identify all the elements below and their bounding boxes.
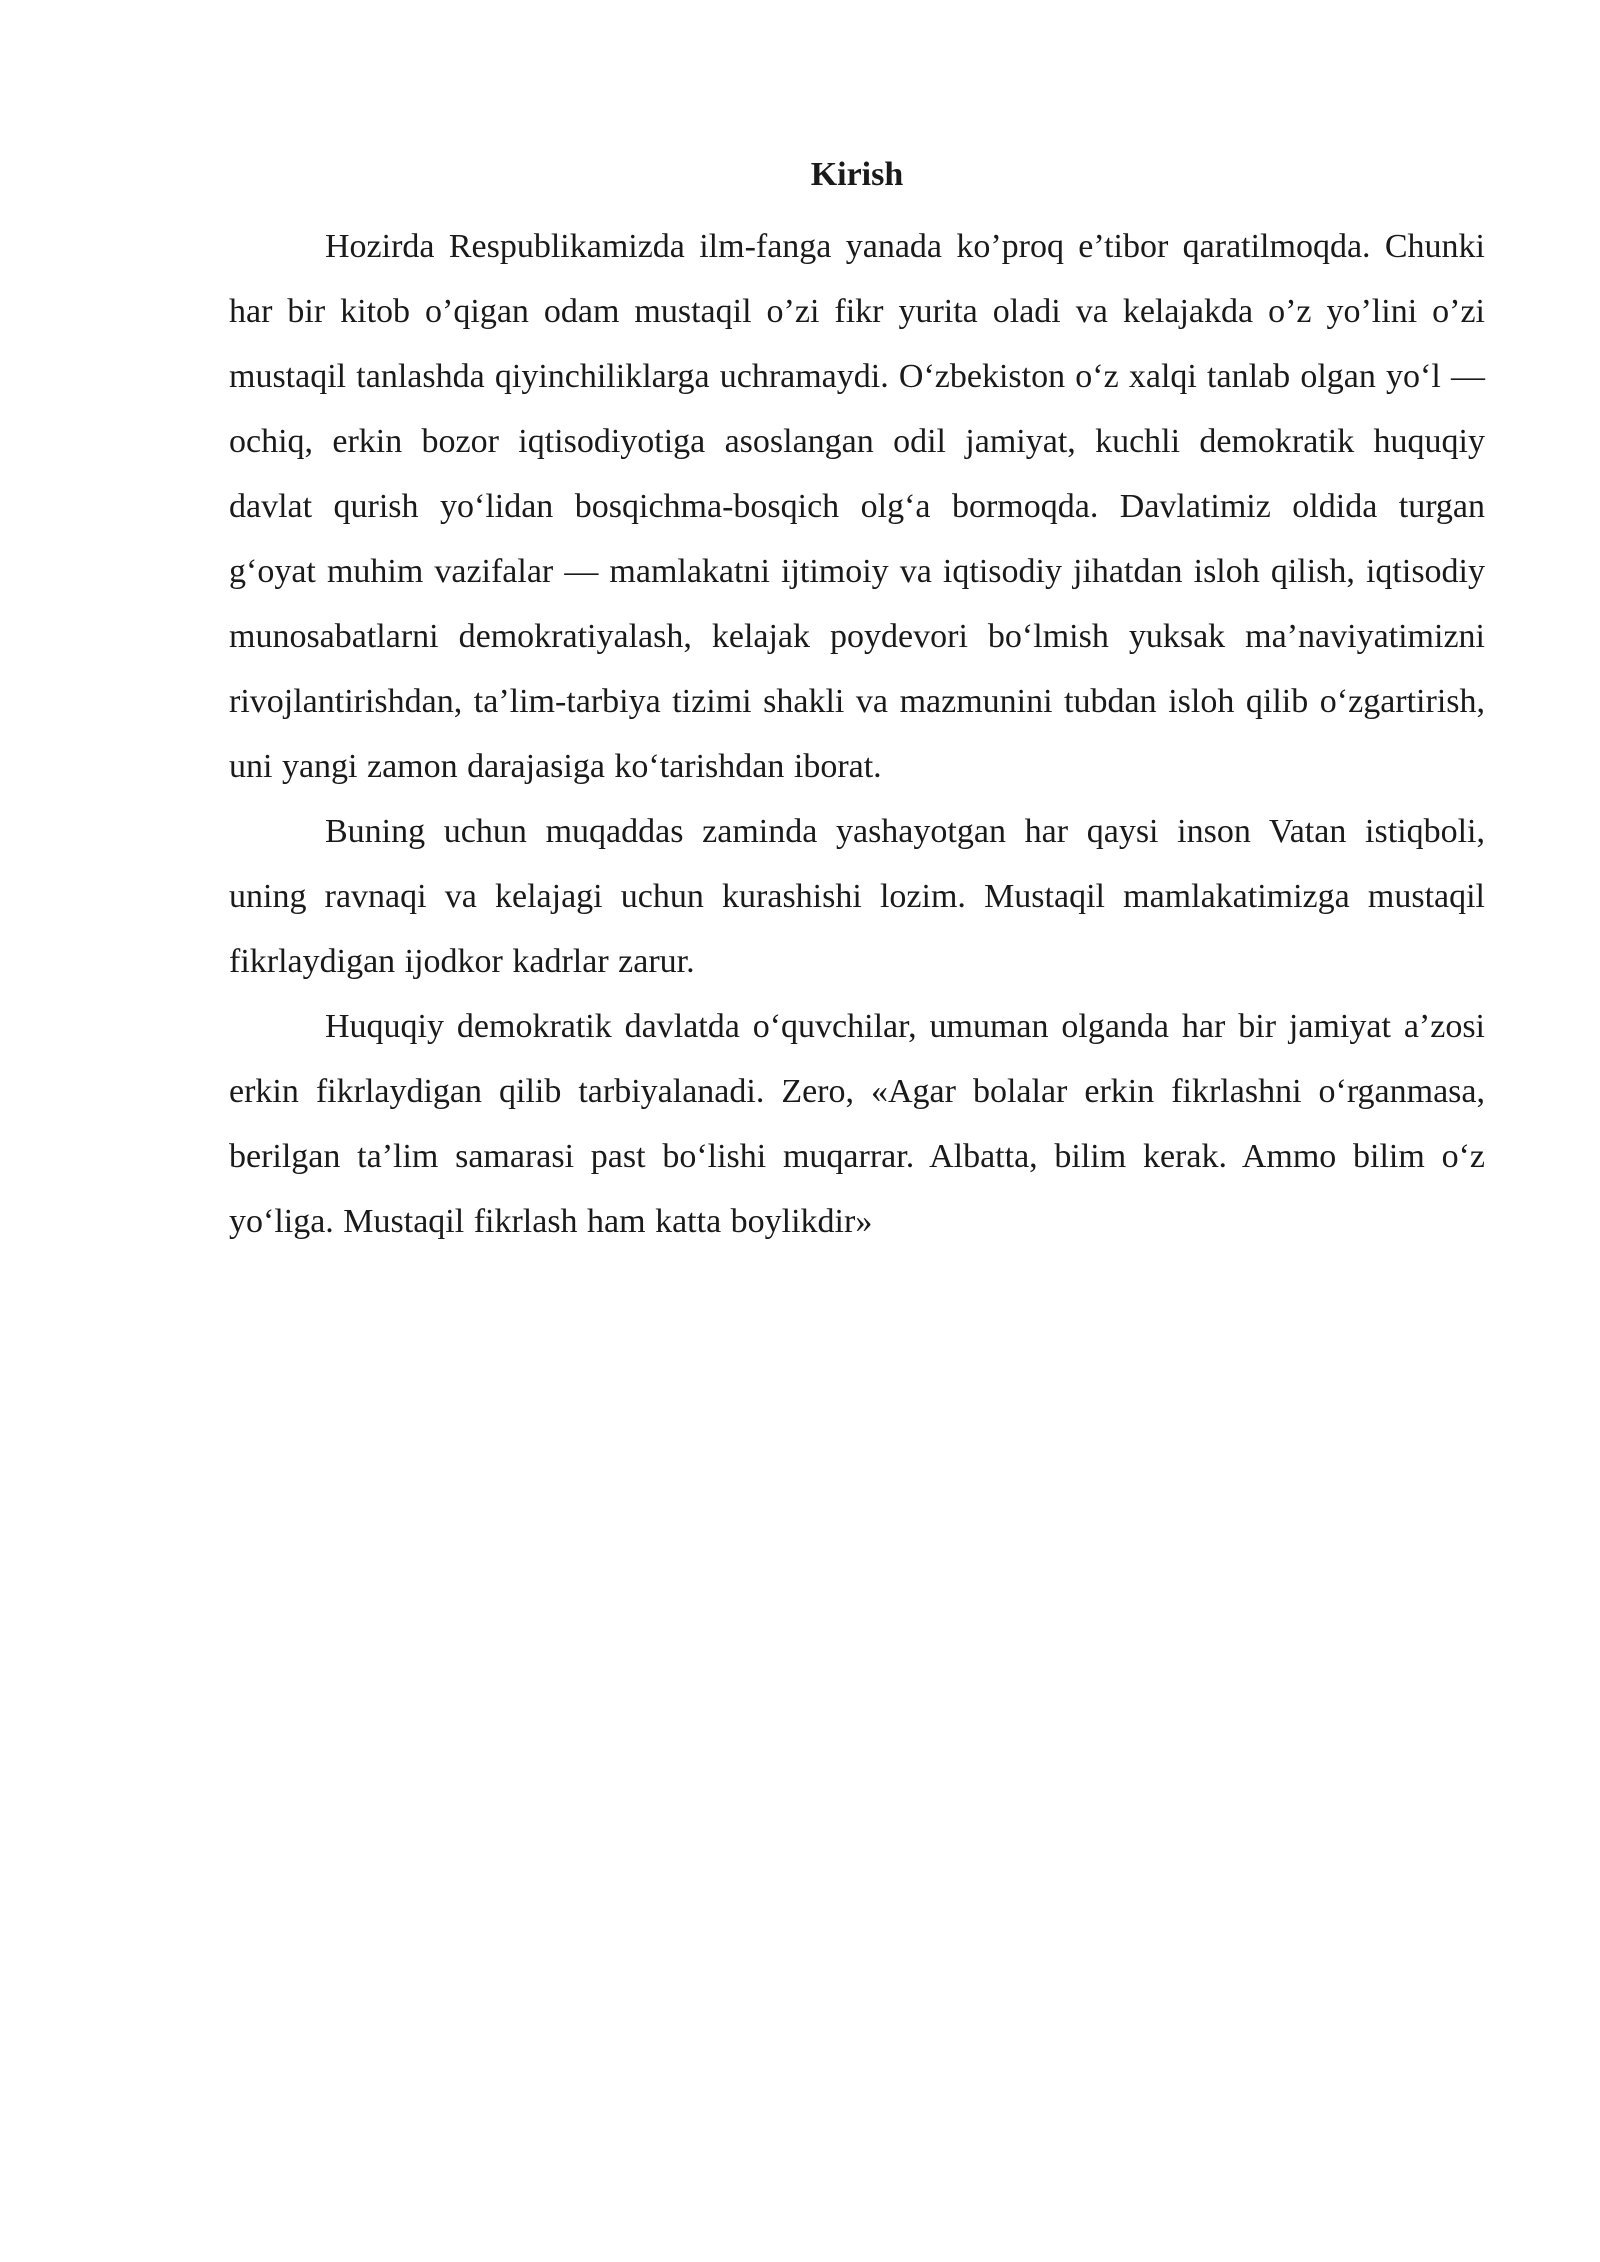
document-title: Kirish: [810, 156, 904, 193]
paragraph-3: Huquqiy demokratik davlatda o‘quvchilar, umuman olganda har bir jamiyat a’zosi erkin fikrlaydigan qilib tarbiyalanadi. Zero, «Agar bolalar erkin fikrlashni o‘rganmasa, berilgan ta’lim samarasi past bo‘lishi muqarrar. Albatta, bilim kerak. Ammo bilim o‘z yo‘liga. Mustaqil fikrlash ham katta boylikdir»: [229, 1008, 1485, 1240]
document-page: [229, 150, 1485, 1254]
paragraph-1: Hozirda Respublikamizda ilm-fanga yanada ko’proq e’tibor qaratilmoqda. Chunki har bir kitob o’qigan odam mustaqil o’zi fikr yurita oladi va kelajakda o’z yo’lini o’zi mustaqil tanlashda qiyinchiliklarga uchramaydi. O‘zbekiston o‘z xalqi tanlab olgan yo‘l — ochiq, erkin bozor iqtisodiyotiga asoslangan odil jamiyat, kuchli demokratik huquqiy davlat qurish yo‘lidan bosqichma-bosqich olg‘a bormoqda. Davlatimiz oldida turgan g‘oyat muhim vazifalar — mamlakatni ijtimoiy va iqtisodiy jihatdan isloh qilish, iqtisodiy munosabatlarni demokratiyalash, kelajak poydevori bo‘lmish yuksak ma’naviyatimizni rivojlantirishdan, ta’lim-tarbiya tizimi shakli va mazmunini tubdan isloh qilib o‘zgartirish, uni yangi zamon darajasiga ko‘tarishdan iborat.: [229, 228, 1485, 785]
paragraph-2: Buning uchun muqaddas zaminda yashayotgan har qaysi inson Vatan istiqboli, uning ravnaqi va kelajagi uchun kurashishi lozim. Mustaqil mamlakatimizga mustaqil fikrlaydigan ijodkor kadrlar zarur.: [229, 813, 1485, 980]
